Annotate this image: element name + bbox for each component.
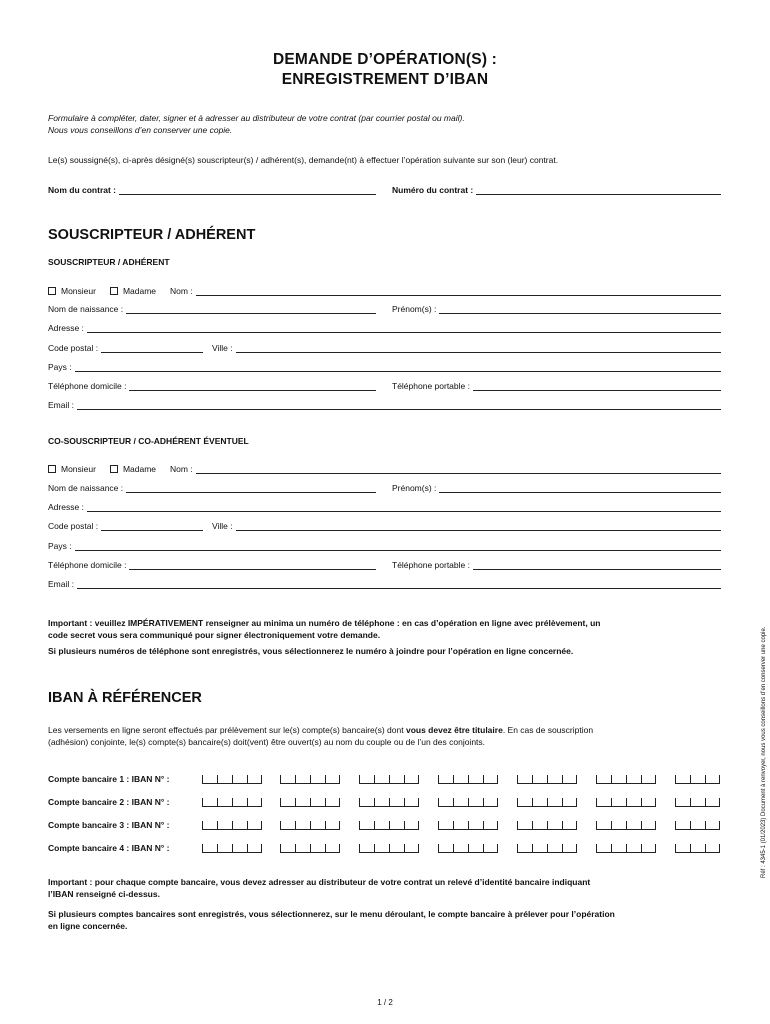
nom-field[interactable]: [170, 284, 721, 296]
iban-char-box[interactable]: [705, 844, 720, 853]
iban-char-box[interactable]: [389, 844, 404, 853]
email-label: Email :: [48, 400, 74, 410]
iban-group-4[interactable]: [438, 821, 498, 830]
iban-group-7[interactable]: [675, 798, 720, 807]
iban-char-box[interactable]: [611, 821, 626, 830]
iban-char-box[interactable]: [389, 798, 404, 807]
iban-char-box[interactable]: [217, 798, 232, 807]
iban-char-box[interactable]: [517, 775, 532, 784]
iban-char-box[interactable]: [374, 821, 389, 830]
iban-group-5[interactable]: [517, 775, 577, 784]
iban-group-6[interactable]: [596, 798, 656, 807]
iban-group-4[interactable]: [438, 798, 498, 807]
iban-char-box[interactable]: [562, 821, 577, 830]
home-phone-field-2[interactable]: [48, 558, 376, 570]
iban-char-box[interactable]: [389, 775, 404, 784]
madame-option-2[interactable]: [110, 464, 156, 474]
iban-char-box[interactable]: [295, 844, 310, 853]
iban-group-1[interactable]: [202, 821, 262, 830]
iban-char-box[interactable]: [626, 821, 641, 830]
birth-name-label: Nom de naissance :: [48, 304, 124, 314]
madame-checkbox[interactable]: [110, 287, 118, 295]
madame-option[interactable]: [110, 286, 156, 296]
iban-char-box[interactable]: [547, 821, 562, 830]
iban-char-box[interactable]: [483, 821, 498, 830]
iban-char-box[interactable]: [202, 798, 217, 807]
iban-char-box[interactable]: [247, 821, 262, 830]
city-label-2: Ville :: [212, 521, 233, 531]
iban-char-box[interactable]: [325, 798, 340, 807]
iban-char-box[interactable]: [295, 798, 310, 807]
iban-char-box[interactable]: [483, 844, 498, 853]
iban-char-box[interactable]: [247, 844, 262, 853]
iban-char-box[interactable]: [202, 775, 217, 784]
iban-row-label: Compte bancaire 2 : IBAN N° :: [48, 797, 170, 807]
contract-name-label: Nom du contrat :: [48, 185, 116, 195]
iban-group-4[interactable]: [438, 775, 498, 784]
iban-char-box[interactable]: [705, 798, 720, 807]
postal-code-field-2[interactable]: [48, 519, 203, 531]
birth-name-field-1[interactable]: [48, 302, 376, 314]
home-phone-field-1[interactable]: [48, 379, 376, 391]
iban-group-1[interactable]: [202, 775, 262, 784]
iban-group-7[interactable]: [675, 844, 720, 853]
monsieur-label-2: Monsieur: [61, 464, 96, 474]
iban-group-3[interactable]: [359, 821, 419, 830]
intro-text: [48, 112, 465, 136]
iban-group-5[interactable]: [517, 821, 577, 830]
iban-char-box[interactable]: [611, 798, 626, 807]
address-field-2[interactable]: [48, 500, 721, 512]
iban-group-4[interactable]: [438, 844, 498, 853]
title-line-1: DEMANDE D’OPÉRATION(S) :: [272, 51, 498, 68]
address-field-1[interactable]: [48, 321, 721, 333]
iban-char-box[interactable]: [202, 844, 217, 853]
iban-char-box[interactable]: [532, 844, 547, 853]
country-label-2: Pays :: [48, 541, 72, 551]
iban-char-box[interactable]: [232, 844, 247, 853]
subheading-subscriber: SOUSCRIPTEUR / ADHÉRENT: [48, 257, 170, 267]
iban-char-box[interactable]: [517, 844, 532, 853]
iban-row-label: Compte bancaire 4 : IBAN N° :: [48, 843, 170, 853]
iban-char-box[interactable]: [295, 775, 310, 784]
iban-group-6[interactable]: [596, 821, 656, 830]
iban-char-box[interactable]: [626, 844, 641, 853]
nom-field-2[interactable]: [170, 462, 721, 474]
iban-char-box[interactable]: [532, 775, 547, 784]
iban-char-box[interactable]: [280, 798, 295, 807]
country-field-2[interactable]: [48, 539, 721, 551]
important-bank-line-2: l’IBAN renseigné ci-dessus.: [48, 889, 160, 899]
iban-char-box[interactable]: [468, 821, 483, 830]
iban-row-label: Compte bancaire 3 : IBAN N° :: [48, 820, 170, 830]
iban-group-2[interactable]: [280, 775, 340, 784]
iban-char-box[interactable]: [547, 775, 562, 784]
iban-char-box[interactable]: [202, 821, 217, 830]
contract-name-field[interactable]: [48, 183, 376, 195]
iban-char-box[interactable]: [310, 821, 325, 830]
iban-char-box[interactable]: [690, 844, 705, 853]
iban-char-box[interactable]: [562, 775, 577, 784]
country-label: Pays :: [48, 362, 72, 372]
mobile-phone-label: Téléphone portable :: [392, 381, 470, 391]
iban-char-box[interactable]: [611, 775, 626, 784]
iban-char-box[interactable]: [325, 775, 340, 784]
birth-name-field-2[interactable]: [48, 481, 376, 493]
iban-char-box[interactable]: [280, 821, 295, 830]
iban-group-5[interactable]: [517, 844, 577, 853]
important-phone-line-2: code secret vous sera communiqué pour signer électroniquement votre demande.: [48, 630, 381, 640]
iban-char-box[interactable]: [517, 798, 532, 807]
city-field-1[interactable]: [212, 341, 721, 353]
iban-char-box[interactable]: [438, 844, 453, 853]
iban-char-box[interactable]: [626, 775, 641, 784]
email-field-1[interactable]: [48, 398, 721, 410]
contract-number-field[interactable]: [392, 183, 721, 195]
iban-char-box[interactable]: [310, 844, 325, 853]
madame-label: Madame: [122, 286, 157, 296]
mobile-phone-field-2[interactable]: [392, 558, 721, 570]
iban-char-box[interactable]: [217, 821, 232, 830]
iban-row-2: [48, 797, 728, 809]
iban-char-box[interactable]: [232, 821, 247, 830]
iban-char-box[interactable]: [468, 844, 483, 853]
iban-para-b: vous devez être titulaire: [405, 725, 503, 735]
iban-explanation-line-2: (adhésion) conjointe, le(s) compte(s) bancaire(s) doit(vent) être ouvert(s) au nom du couple ou de l’un des conjoints.: [48, 737, 486, 747]
iban-char-box[interactable]: [483, 775, 498, 784]
iban-char-box[interactable]: [404, 798, 419, 807]
first-name-field-2[interactable]: [392, 481, 721, 493]
statement-text: Le(s) soussigné(s), ci-après désigné(s) souscripteur(s) / adhérent(s), demande(nt) à effectuer l’opération suivante sur son (leur) contrat.: [48, 155, 559, 165]
iban-char-box[interactable]: [404, 821, 419, 830]
important-bank-notice: [48, 876, 615, 932]
iban-group-2[interactable]: [280, 821, 340, 830]
iban-char-box[interactable]: [404, 775, 419, 784]
iban-char-box[interactable]: [359, 844, 374, 853]
iban-char-box[interactable]: [453, 775, 468, 784]
iban-char-box[interactable]: [596, 775, 611, 784]
home-phone-label-2: Téléphone domicile :: [48, 560, 127, 570]
monsieur-option-2[interactable]: [48, 464, 96, 474]
iban-char-box[interactable]: [453, 821, 468, 830]
side-reference-note: Réf : 4345-1 (01/2023) Document à renvoyer, nous vous conseillons d’en conserver une copie.: [761, 626, 767, 878]
iban-char-box[interactable]: [547, 798, 562, 807]
iban-char-box[interactable]: [280, 844, 295, 853]
iban-char-box[interactable]: [404, 844, 419, 853]
iban-char-box[interactable]: [641, 775, 656, 784]
form-title: [0, 50, 770, 90]
iban-char-box[interactable]: [374, 798, 389, 807]
iban-char-box[interactable]: [641, 844, 656, 853]
iban-row-label: Compte bancaire 1 : IBAN N° :: [48, 774, 170, 784]
iban-char-box[interactable]: [626, 798, 641, 807]
intro-line-2: Nous vous conseillons d’en conserver une copie.: [48, 125, 233, 135]
iban-char-box[interactable]: [468, 775, 483, 784]
iban-char-box[interactable]: [374, 844, 389, 853]
iban-char-box[interactable]: [547, 844, 562, 853]
iban-char-box[interactable]: [217, 775, 232, 784]
iban-char-box[interactable]: [532, 821, 547, 830]
iban-char-box[interactable]: [690, 798, 705, 807]
important-bank-line-3: Si plusieurs comptes bancaires sont enregistrés, vous sélectionnerez, sur le menu déroulant, le compte bancaire à prélever pour l’opération: [48, 909, 615, 919]
iban-char-box[interactable]: [562, 798, 577, 807]
iban-char-box[interactable]: [532, 798, 547, 807]
iban-char-box[interactable]: [596, 821, 611, 830]
iban-char-box[interactable]: [611, 844, 626, 853]
page-number: 1 / 2: [377, 998, 393, 1007]
important-bank-line-1: Important : pour chaque compte bancaire, vous devez adresser au distributeur de votre contrat un relevé d’identité bancaire indiquant: [48, 877, 591, 887]
iban-char-box[interactable]: [232, 798, 247, 807]
home-phone-label: Téléphone domicile :: [48, 381, 127, 391]
iban-group-5[interactable]: [517, 798, 577, 807]
section-heading-subscriber: SOUSCRIPTEUR / ADHÉRENT: [48, 227, 256, 243]
iban-char-box[interactable]: [641, 798, 656, 807]
iban-char-box[interactable]: [325, 821, 340, 830]
iban-char-box[interactable]: [359, 821, 374, 830]
address-label-2: Adresse :: [48, 502, 84, 512]
madame-checkbox-2[interactable]: [110, 465, 118, 473]
contract-number-label: Numéro du contrat :: [392, 185, 474, 195]
postal-code-field-1[interactable]: [48, 341, 203, 353]
iban-row-1: [48, 774, 728, 786]
iban-char-box[interactable]: [596, 798, 611, 807]
nom-label-2: Nom :: [170, 464, 193, 474]
email-label-2: Email :: [48, 579, 74, 589]
iban-para-c: . En cas de souscription: [502, 725, 594, 735]
first-name-label: Prénom(s) :: [392, 304, 437, 314]
iban-char-box[interactable]: [690, 821, 705, 830]
iban-group-6[interactable]: [596, 844, 656, 853]
iban-char-box[interactable]: [596, 844, 611, 853]
iban-char-box[interactable]: [690, 775, 705, 784]
iban-char-box[interactable]: [438, 798, 453, 807]
iban-row-3: [48, 820, 728, 832]
iban-char-box[interactable]: [359, 798, 374, 807]
first-name-label-2: Prénom(s) :: [392, 483, 437, 493]
iban-char-box[interactable]: [483, 798, 498, 807]
title-line-2: ENREGISTREMENT D’IBAN: [281, 71, 489, 88]
city-field-2[interactable]: [212, 519, 721, 531]
important-phone-line-3: Si plusieurs numéros de téléphone sont enregistrés, vous sélectionnerez le numéro à joindre pour l’opération en ligne concernée.: [48, 646, 574, 656]
iban-char-box[interactable]: [247, 798, 262, 807]
iban-group-7[interactable]: [675, 821, 720, 830]
iban-char-box[interactable]: [374, 775, 389, 784]
iban-char-box[interactable]: [389, 821, 404, 830]
iban-explanation: [48, 724, 593, 748]
subheading-co-subscriber: CO-SOUSCRIPTEUR / CO-ADHÉRENT ÉVENTUEL: [48, 436, 249, 446]
country-field-1[interactable]: [48, 360, 721, 372]
iban-char-box[interactable]: [310, 775, 325, 784]
email-field-2[interactable]: [48, 577, 721, 589]
iban-group-2[interactable]: [280, 798, 340, 807]
civility-row-2: [48, 462, 721, 474]
iban-char-box[interactable]: [517, 821, 532, 830]
iban-char-box[interactable]: [280, 775, 295, 784]
iban-char-box[interactable]: [705, 821, 720, 830]
postal-code-label-2: Code postal :: [48, 521, 99, 531]
iban-char-box[interactable]: [562, 844, 577, 853]
iban-char-box[interactable]: [675, 821, 690, 830]
iban-char-box[interactable]: [247, 775, 262, 784]
iban-char-box[interactable]: [295, 821, 310, 830]
iban-char-box[interactable]: [453, 798, 468, 807]
iban-char-box[interactable]: [438, 821, 453, 830]
iban-group-6[interactable]: [596, 775, 656, 784]
iban-char-box[interactable]: [675, 775, 690, 784]
iban-char-box[interactable]: [675, 798, 690, 807]
first-name-field-1[interactable]: [392, 302, 721, 314]
iban-row-4: [48, 843, 728, 855]
address-label: Adresse :: [48, 323, 84, 333]
intro-line-1: Formulaire à compléter, dater, signer et à adresser au distributeur de votre contrat (par courrier postal ou mail).: [48, 113, 465, 123]
important-phone-notice: [48, 617, 600, 657]
iban-group-2[interactable]: [280, 844, 340, 853]
birth-name-label-2: Nom de naissance :: [48, 483, 124, 493]
iban-char-box[interactable]: [453, 844, 468, 853]
postal-code-label: Code postal :: [48, 343, 99, 353]
iban-group-1[interactable]: [202, 798, 262, 807]
iban-char-box[interactable]: [359, 775, 374, 784]
important-phone-line-1: Important : veuillez IMPÉRATIVEMENT renseigner au minima un numéro de téléphone : en cas d’opération en ligne avec prélèvement, un: [48, 618, 601, 628]
iban-char-box[interactable]: [705, 775, 720, 784]
iban-char-box[interactable]: [325, 844, 340, 853]
mobile-phone-field-1[interactable]: [392, 379, 721, 391]
monsieur-checkbox[interactable]: [48, 287, 56, 295]
monsieur-checkbox-2[interactable]: [48, 465, 56, 473]
iban-char-box[interactable]: [468, 798, 483, 807]
iban-char-box[interactable]: [675, 844, 690, 853]
iban-group-3[interactable]: [359, 844, 419, 853]
iban-group-3[interactable]: [359, 798, 419, 807]
iban-explanation-line-1: [48, 724, 593, 736]
iban-char-box[interactable]: [641, 821, 656, 830]
nom-label: Nom :: [170, 286, 193, 296]
iban-group-1[interactable]: [202, 844, 262, 853]
iban-para-a: Les versements en ligne seront effectués par prélèvement sur le(s) compte(s) bancaire(s) dont: [48, 725, 406, 735]
monsieur-option[interactable]: [48, 286, 96, 296]
iban-char-box[interactable]: [217, 844, 232, 853]
iban-char-box[interactable]: [310, 798, 325, 807]
iban-group-3[interactable]: [359, 775, 419, 784]
section-heading-iban: IBAN À RÉFÉRENCER: [48, 690, 202, 706]
iban-char-box[interactable]: [232, 775, 247, 784]
iban-char-box[interactable]: [438, 775, 453, 784]
mobile-phone-label-2: Téléphone portable :: [392, 560, 470, 570]
city-label: Ville :: [212, 343, 233, 353]
iban-group-7[interactable]: [675, 775, 720, 784]
civility-row-1: [48, 284, 721, 296]
monsieur-label: Monsieur: [61, 286, 96, 296]
madame-label-2: Madame: [122, 464, 157, 474]
important-bank-line-4: en ligne concernée.: [48, 921, 128, 931]
